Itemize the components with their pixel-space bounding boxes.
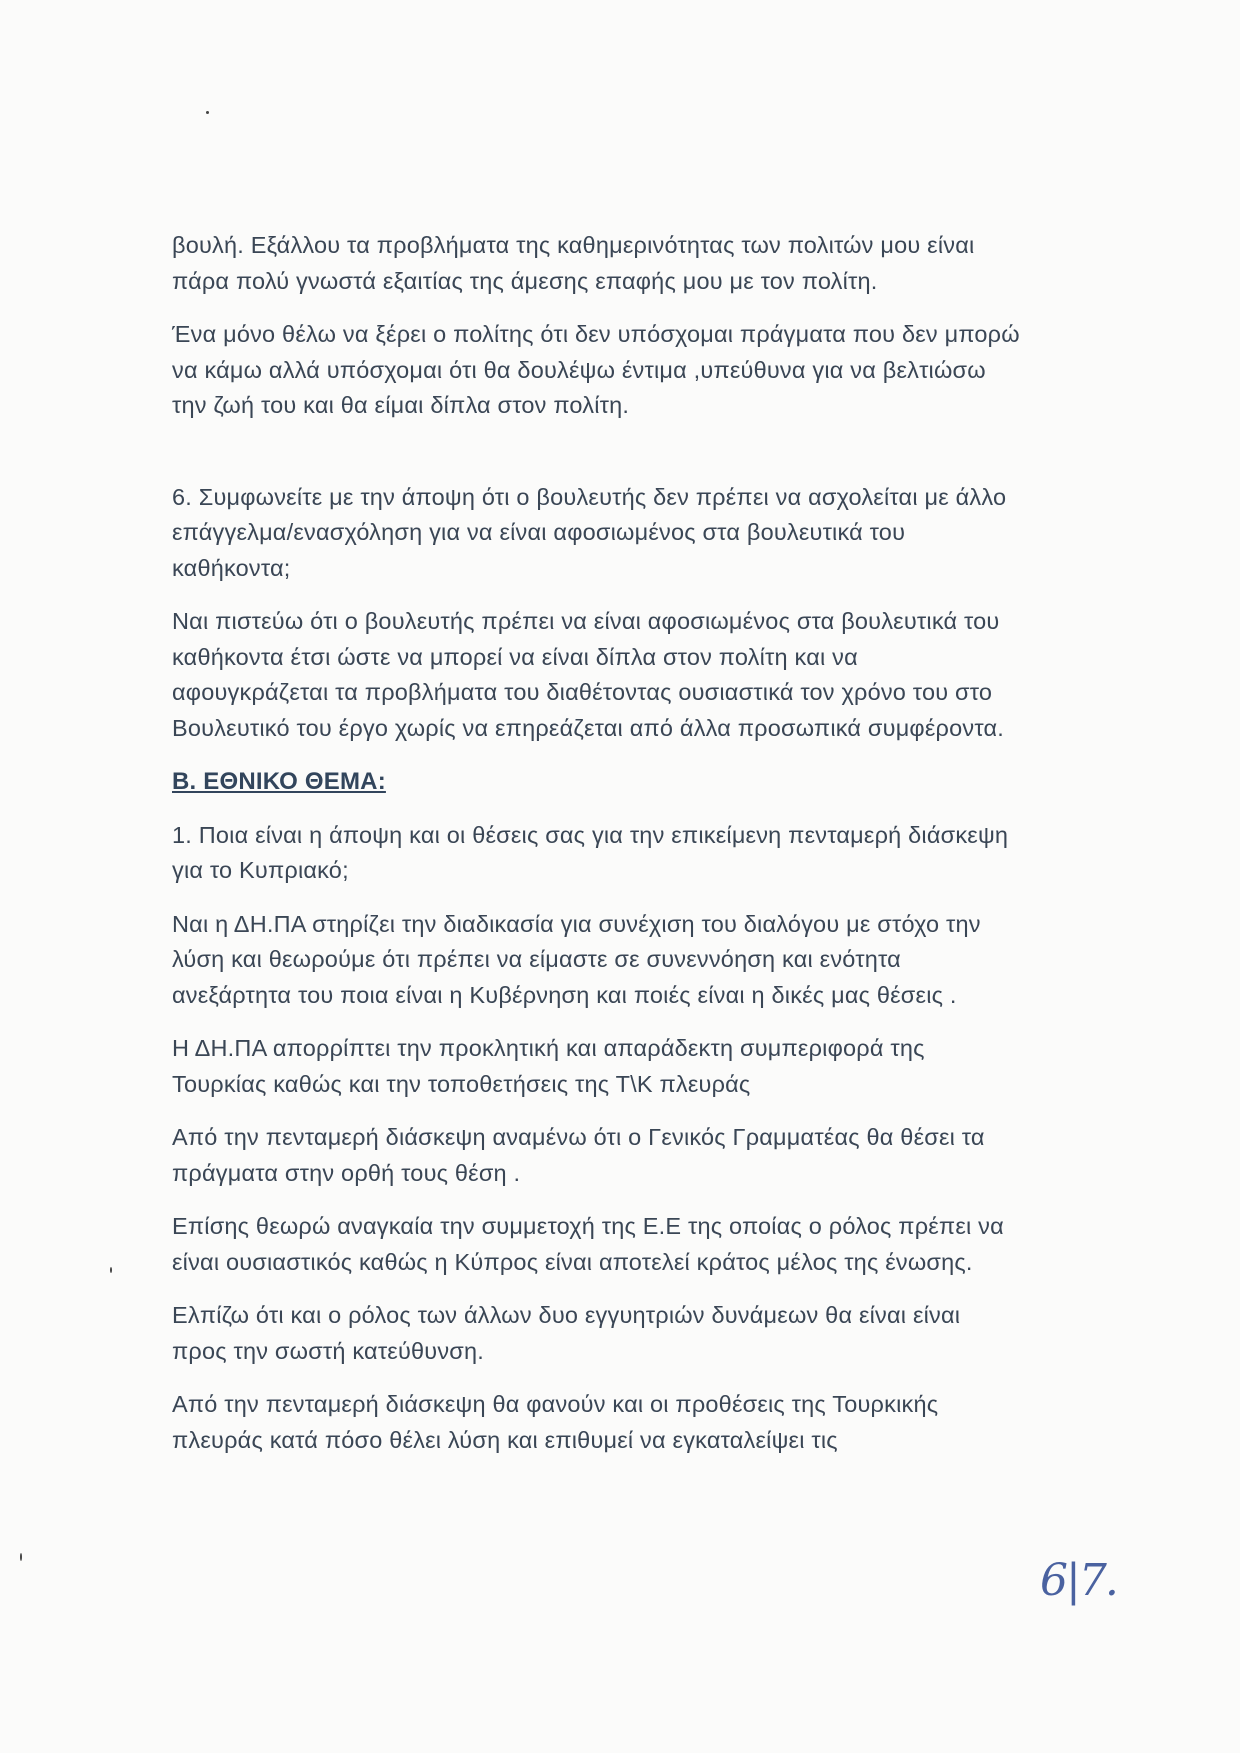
handwritten-page-number: 6|7.: [1040, 1555, 1117, 1606]
answer-paragraph: Η ΔΗ.ΠΑ απορρίπτει την προκλητική και απαράδεκτη συμπεριφορά της Τουρκίας καθώς και την τοποθετήσεις της Τ\Κ πλευράς: [172, 1035, 925, 1097]
answer-paragraph: Ναι η ΔΗ.ΠΑ στηρίζει την διαδικασία για συνέχιση του διαλόγου με στόχο την λύση και θεωρούμε ότι πρέπει να είμαστε σε συνεννόηση και ενότητα ανεξάρτητα του ποια είναι η Κυβέρνηση και ποιές είναι η δικές μας θέσεις .: [172, 910, 981, 1008]
scan-speck: [20, 1553, 22, 1561]
answer-paragraph: Επίσης θεωρώ αναγκαία την συμμετοχή της Ε.Ε της οποίας ο ρόλος πρέπει να είναι ουσιαστικός καθώς η Κύπρος είναι αποτελεί κράτος μέλος της ένωσης.: [172, 1213, 1004, 1275]
scan-speck: [110, 1267, 112, 1273]
paragraph-gap: [172, 442, 1102, 480]
answer-paragraph: Από την πενταμερή διάσκεψη αναμένω ότι ο Γενικός Γραμματέας θα θέσει τα πράγματα στην ορθή τους θέση .: [172, 1124, 985, 1186]
scan-speck: [206, 111, 209, 114]
section-heading: Β. ΕΘΝΙΚΟ ΘΕΜΑ:: [172, 768, 386, 795]
answer-paragraph: Από την πενταμερή διάσκεψη θα φανούν και οι προθέσεις της Τουρκικής πλευράς κατά πόσο θέλει λύση και επιθυμεί να εγκαταλείψει τις: [172, 1391, 939, 1453]
document-body: [172, 228, 1102, 1476]
answer-6: Ναι πιστεύω ότι ο βουλευτής πρέπει να είναι αφοσιωμένος στα βουλευτικά του καθήκοντα έτσι ώστε να μπορεί να είναι δίπλα στον πολίτη και να αφουγκράζεται τα προβλήματα του διαθέτοντας ουσιαστικά τον χρόνο του στο Βουλευτικό του έργο χωρίς να επηρεάζεται από άλλα προσωπικά συμφέροντα.: [172, 608, 1004, 741]
question-1: 1. Ποια είναι η άποψη και οι θέσεις σας για την επικείμενη πενταμερή διάσκεψη για το Κυπριακό;: [172, 821, 1009, 883]
body-paragraph: Ένα μόνο θέλω να ξέρει ο πολίτης ότι δεν υπόσχομαι πράγματα που δεν μπορώ να κάμω αλλά υπόσχομαι ότι θα δουλέψω έντιμα ,υπεύθυνα για να βελτιώσω την ζωή του και θα είμαι δίπλα στον πολίτη.: [172, 321, 1020, 418]
body-paragraph: βουλή. Εξάλλου τα προβλήματα της καθημερινότητας των πολιτών μου είναι πάρα πολύ γνωστά εξαιτίας της άμεσης επαφής μου με τον πολίτη.: [172, 232, 975, 294]
question-6: 6. Συμφωνείτε με την άποψη ότι ο βουλευτής δεν πρέπει να ασχολείται με άλλο επάγγελμα/ενασχόληση για να είναι αφοσιωμένος στα βουλευτικά του καθήκοντα;: [172, 483, 1007, 581]
answer-paragraph: Ελπίζω ότι και ο ρόλος των άλλων δυο εγγυητριών δυνάμεων θα είναι είναι προς την σωστή κατεύθυνση.: [172, 1302, 961, 1364]
